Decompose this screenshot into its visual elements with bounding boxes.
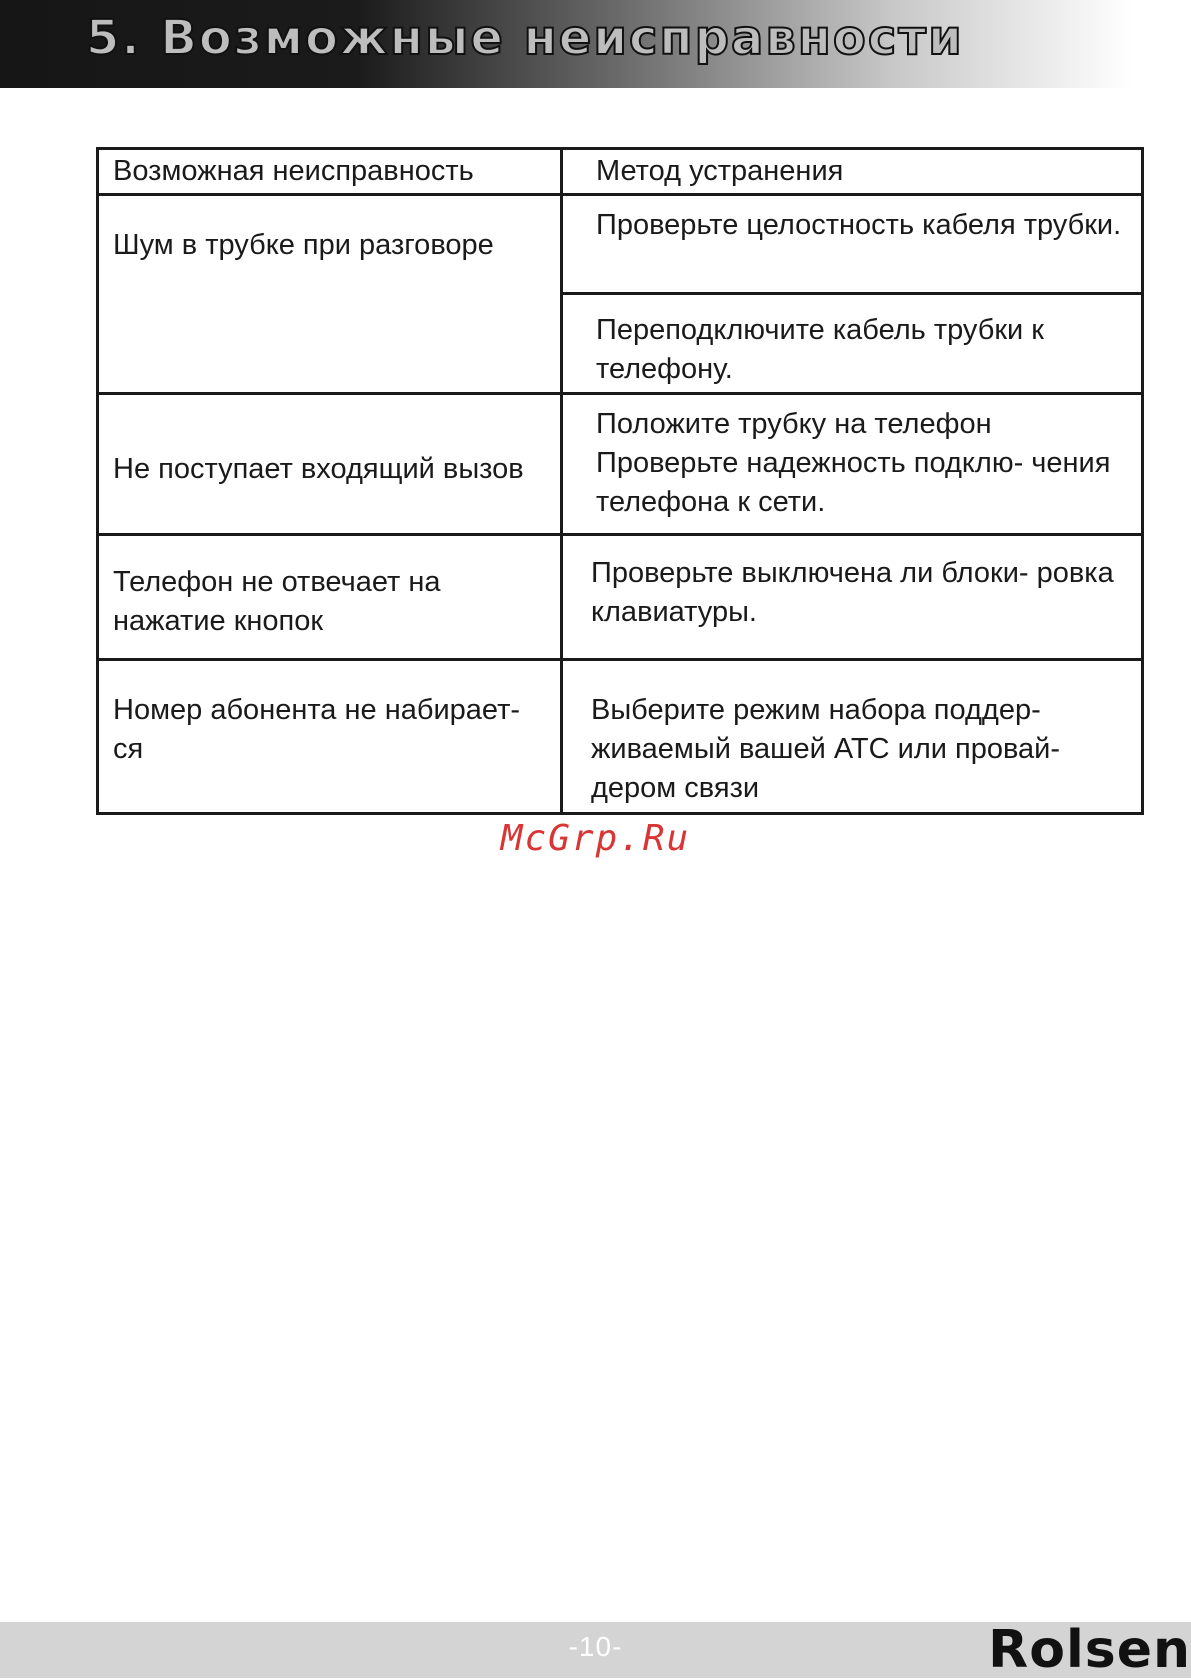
watermark: McGrp.Ru	[500, 818, 691, 859]
page-title: 5. Возможные неисправности	[86, 10, 964, 66]
table-row	[98, 194, 1143, 293]
table-row	[98, 393, 1143, 534]
page-number: -10-	[568, 1631, 623, 1662]
solution-cell: Переподключите кабель трубки к телефону.	[562, 293, 1143, 393]
column-header-problem: Возможная неисправность	[98, 149, 562, 195]
footer-band	[0, 1622, 1191, 1678]
problem-cell: Шум в трубке при разговоре	[98, 194, 562, 393]
problem-cell: Номер абонента не набирает- ся	[98, 659, 562, 813]
solution-cell: Проверьте целостность кабеля трубки.	[562, 194, 1143, 293]
problem-cell: Телефон не отвечает на нажатие кнопок	[98, 534, 562, 659]
problem-cell: Не поступает входящий вызов	[98, 393, 562, 534]
brand-logo: Rolsen	[988, 1620, 1191, 1680]
solution-cell: Проверьте выключена ли блоки- ровка клавиатуры.	[562, 534, 1143, 659]
solution-cell: Положите трубку на телефон Проверьте надежность подклю- чения телефона к сети.	[562, 393, 1143, 534]
column-header-solution: Метод устранения	[562, 149, 1143, 195]
table-row	[98, 659, 1143, 813]
table-header-row	[98, 149, 1143, 195]
solution-cell: Выберите режим набора поддер- живаемый вашей АТС или провай- дером связи	[562, 659, 1143, 813]
table-row	[98, 534, 1143, 659]
header-band	[0, 0, 1191, 88]
troubleshooting-table	[96, 147, 1144, 815]
